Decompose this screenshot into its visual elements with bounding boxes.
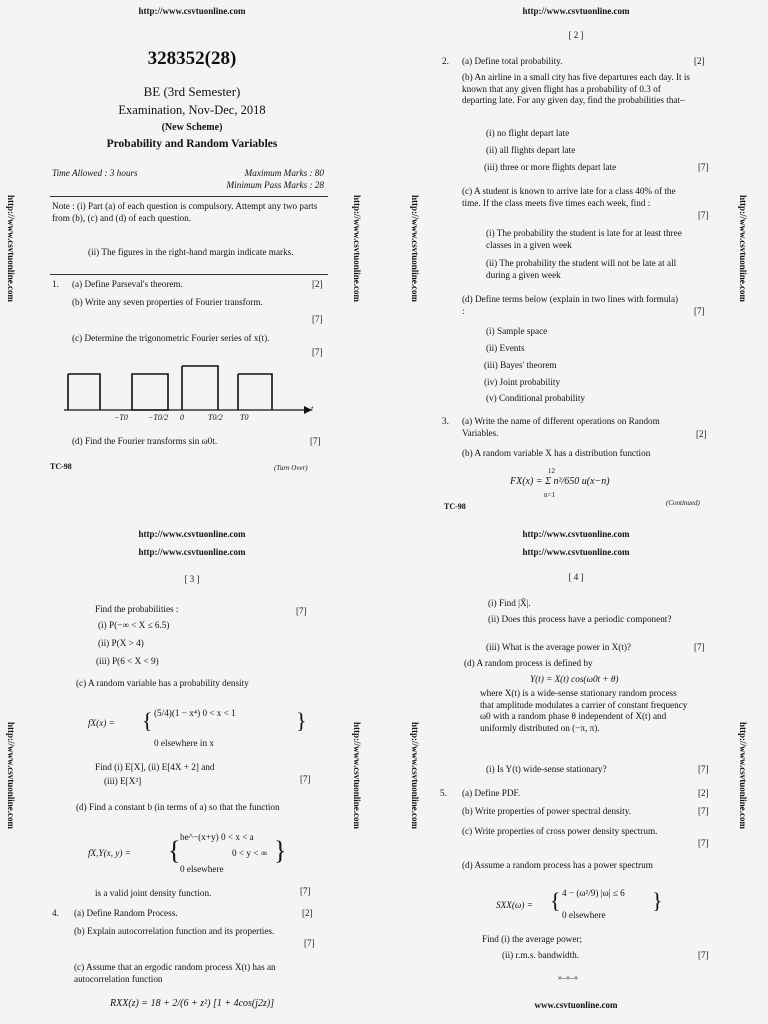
q3c-case-1: (5/4)(1 − x⁴) 0 < x < 1 <box>154 708 236 718</box>
q4d-i: (i) Is Y(t) wide-sense stationary? <box>486 764 607 774</box>
q2a-marks: [2] <box>694 56 705 66</box>
header-url: http://www.csvtuonline.com <box>138 529 246 539</box>
scheme: (New Scheme) <box>161 122 223 133</box>
q5a-marks: [2] <box>698 788 709 798</box>
end-mark: »–»–» <box>558 973 578 982</box>
q4a-marks: [2] <box>302 908 313 918</box>
q3-number: 3. <box>442 416 449 426</box>
q2d-text: (d) Define terms below (explain in two lines with formula) : <box>462 294 679 316</box>
q5b-marks: [7] <box>698 806 709 816</box>
side-url-right: http://www.csvtuonline.com <box>352 722 362 830</box>
axis-label: T0/2 <box>208 413 223 422</box>
square-wave-figure <box>60 362 320 426</box>
header-url: http://www.csvtuonline.com <box>522 547 630 557</box>
q3c-find: Find (i) E[X], (ii) E[4X + 2] and <box>95 762 215 772</box>
q2d-item: (ii) Events <box>486 343 525 353</box>
paper-code: 328352(28) <box>147 48 237 69</box>
subject-title: Probability and Random Variables <box>106 138 278 150</box>
autocorrelation-formula: RXX(z) = 18 + 2/(6 + z²) [1 + 4cos(j2z)] <box>110 998 275 1009</box>
right-brace: } <box>296 708 307 733</box>
q5b-text: (b) Write properties of power spectral density. <box>462 806 632 816</box>
q2b-i: (i) no flight depart late <box>486 128 570 138</box>
q3d-fxy: fX,Y(x, y) = <box>88 848 131 858</box>
side-url-right: http://www.csvtuonline.com <box>738 722 748 830</box>
side-url-left: http://www.csvtuonline.com <box>6 195 16 303</box>
q3c-marks: [7] <box>300 774 311 784</box>
probability-item: (i) P(−∞ < X ≤ 6.5) <box>98 620 170 630</box>
max-marks: Maximum Marks : 80 <box>244 168 324 178</box>
q4a-text: (a) Define Random Process. <box>74 908 178 918</box>
q3d-end: is a valid joint density function. <box>95 888 212 898</box>
q5-number: 5. <box>440 788 447 798</box>
continued: (Continued) <box>666 499 700 507</box>
side-url-left: http://www.csvtuonline.com <box>410 722 420 830</box>
right-brace: } <box>274 836 287 865</box>
q2a-text: (a) Define total probability. <box>462 56 563 66</box>
q2c-ii: (ii) The probability the student will not be late at all during a given week <box>486 258 677 280</box>
sum-lower: n=1 <box>544 491 555 499</box>
side-url-left: http://www.csvtuonline.com <box>410 195 420 303</box>
q2d-item: (v) Conditional probability <box>486 393 586 403</box>
q4c-marks: [7] <box>694 642 705 652</box>
axis-label: −T0 <box>114 413 128 422</box>
q3d-text: (d) Find a constant b (in terms of a) so that the function <box>76 802 280 812</box>
q3d-case-3: 0 elsewhere <box>180 864 224 874</box>
q1d-text: (d) Find the Fourier transforms sin ω0t. <box>72 436 218 446</box>
exam-page-1 <box>0 0 384 512</box>
footer-url: www.csvtuonline.com <box>534 1000 618 1010</box>
header-url: http://www.csvtuonline.com <box>522 529 630 539</box>
q1b-text: (b) Write any seven properties of Fourier transform. <box>72 297 263 307</box>
q3b-text: (b) A random variable X has a distribution function <box>462 448 651 458</box>
q2d-marks: [7] <box>694 306 705 316</box>
q5d-case-1: 4 − (ω²/9) |ω| ≤ 6 <box>562 888 625 898</box>
left-brace: { <box>168 836 181 865</box>
right-brace: } <box>652 888 663 913</box>
q1-number: 1. <box>52 279 59 289</box>
sum-upper: 12 <box>548 467 555 475</box>
q3c-find-2: (iii) E[X²] <box>104 776 142 786</box>
q5d-text: (d) Assume a random process has a power spectrum <box>462 860 653 870</box>
probability-item: (iii) P(6 < X < 9) <box>96 656 159 666</box>
q5d-sxx: SXX(ω) = <box>496 900 533 910</box>
q2b-marks: [7] <box>698 162 709 172</box>
paper-ref: TC-98 <box>50 462 72 471</box>
q5c-marks: [7] <box>698 838 709 848</box>
q3c-fx: fX(x) = <box>88 718 115 728</box>
page-number: [ 4 ] <box>568 572 584 582</box>
time-allowed: Time Allowed : 3 hours <box>52 168 138 178</box>
q4c-text: (c) Assume that an ergodic random process X(t) has an autocorrelation function <box>74 962 276 984</box>
q4d-marks: [7] <box>698 764 709 774</box>
exam-page-2 <box>384 0 768 512</box>
q1b-marks: [7] <box>312 314 323 324</box>
q2c-i: (i) The probability the student is late for at least three classes in a given week <box>486 228 682 250</box>
q3d-case-1: be^−(x+y) 0 < x < a <box>180 832 254 842</box>
q3d-case-2: 0 < y < ∞ <box>232 848 268 858</box>
q1c-marks: [7] <box>312 347 323 357</box>
q4-number: 4. <box>52 908 59 918</box>
q3a-marks: [2] <box>696 429 707 439</box>
q3c-text: (c) A random variable has a probability density <box>76 678 249 688</box>
distribution-formula: FX(x) = Σ n²/650 u(x−n) <box>510 476 610 487</box>
q5d-case-2: 0 elsewhere <box>562 910 606 920</box>
q2c-marks: [7] <box>698 210 709 220</box>
find-probabilities: Find the probabilities : <box>95 604 179 614</box>
q4b-marks: [7] <box>304 938 315 948</box>
q2b-text: (b) An airline in a small city has five departures each day. It is known that any given flight has a probability of 0.3 of departing late. For any given day, find the probabilities that– <box>462 72 690 105</box>
side-url-right: http://www.csvtuonline.com <box>738 195 748 303</box>
axis-label: T0 <box>240 413 249 422</box>
q4d-formula: Y(t) = X(t) cos(ω0t + θ) <box>530 674 619 684</box>
q3a-text: (a) Write the name of different operations on Random Variables. <box>462 416 660 438</box>
min-marks: Minimum Pass Marks : 28 <box>226 180 324 190</box>
side-url-left: http://www.csvtuonline.com <box>6 722 16 830</box>
exam-session: Examination, Nov-Dec, 2018 <box>118 103 266 117</box>
q4c-iii: (iii) What is the average power in X(t)? <box>486 642 631 652</box>
q3d-marks: [7] <box>300 886 311 896</box>
q1c-text: (c) Determine the trigonometric Fourier series of x(t). <box>72 333 270 343</box>
exam-page-3 <box>0 512 384 1024</box>
left-brace: { <box>142 708 153 733</box>
q2d-item: (iv) Joint probability <box>484 377 561 387</box>
note-1: Note : (i) Part (a) of each question is compulsory. Attempt any two parts from (b), (c) and (d) of each question. <box>52 201 318 223</box>
axis-label: t <box>311 404 314 413</box>
course-name: BE (3rd Semester) <box>143 84 241 99</box>
exam-page-4 <box>384 512 768 1024</box>
axis-label: −T0/2 <box>148 413 169 422</box>
divider <box>50 274 328 275</box>
q2-number: 2. <box>442 56 449 66</box>
q4c-ii: (ii) Does this process have a periodic component? <box>488 614 672 624</box>
q2b-iii: (iii) three or more flights depart late <box>484 162 617 172</box>
q5d-find: Find (i) the average power; <box>482 934 583 944</box>
q4c-i: (i) Find |X̄|. <box>488 598 531 608</box>
paper-ref: TC-98 <box>444 502 466 511</box>
q1a-text: (a) Define Parseval's theorem. <box>72 279 183 289</box>
note-2: (ii) The figures in the right-hand margin indicate marks. <box>88 247 294 257</box>
q1d-marks: [7] <box>310 436 321 446</box>
q5c-text: (c) Write properties of cross power density spectrum. <box>462 826 658 836</box>
find-marks: [7] <box>296 606 307 616</box>
divider <box>50 196 328 197</box>
header-url: http://www.csvtuonline.com <box>138 547 246 557</box>
probability-item: (ii) P(X > 4) <box>98 638 144 648</box>
q3c-case-2: 0 elsewhere in x <box>154 738 214 748</box>
q2d-item: (iii) Bayes' theorem <box>484 360 557 370</box>
turn-over: (Turn Over) <box>274 464 308 472</box>
q5d-find-2: (ii) r.m.s. bandwidth. <box>502 950 580 960</box>
page-number: [ 2 ] <box>568 30 584 40</box>
q4d-description: where X(t) is a wide-sense stationary random process that amplitude modulates a carrier of constant frequency ω0 with a random phase θ independent of X(t) and uniformly distributed on (−π, π). <box>480 688 688 733</box>
q5a-text: (a) Define PDF. <box>462 788 521 798</box>
axis-label: 0 <box>180 413 184 422</box>
q2d-item: (i) Sample space <box>486 326 548 336</box>
q2c-text: (c) A student is known to arrive late for a class 40% of the time. If the class meets five times each week, find : <box>462 186 676 208</box>
q2b-ii: (ii) all flights depart late <box>486 145 576 155</box>
page-number: [ 3 ] <box>184 574 200 584</box>
q1a-marks: [2] <box>312 279 323 289</box>
header-url: http://www.csvtuonline.com <box>522 6 630 16</box>
left-brace: { <box>550 888 561 913</box>
q4b-text: (b) Explain autocorrelation function and its properties. <box>74 926 275 936</box>
q4d-text: (d) A random process is defined by <box>464 658 593 668</box>
header-url: http://www.csvtuonline.com <box>138 6 246 16</box>
side-url-right: http://www.csvtuonline.com <box>352 195 362 303</box>
q5d-marks: [7] <box>698 950 709 960</box>
